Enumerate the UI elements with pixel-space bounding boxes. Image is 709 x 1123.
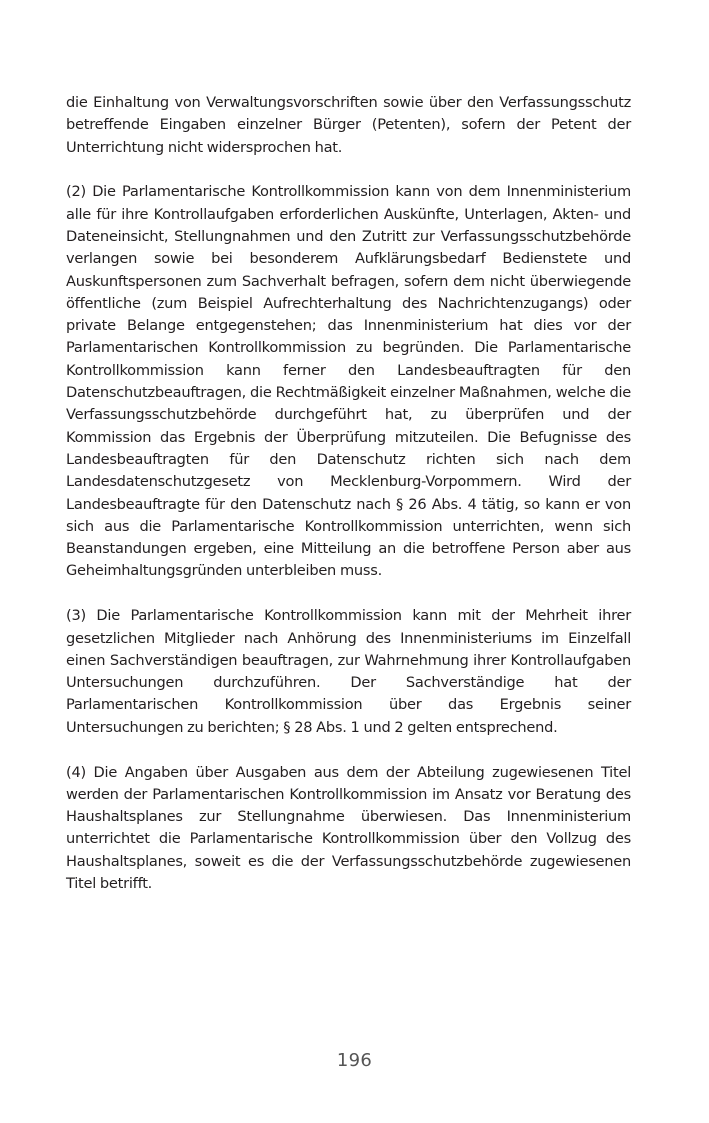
- paragraph-2: (2) Die Parlamentarische Kontrollkommission kann von dem Innenministerium alle für ihre Kontrollaufgaben erforderlichen Auskünfte, Unterlagen, Akten- und Dateneinsicht, Stellungnahmen und den Zutritt zur Verfassungsschutzbehörde verlangen sowie bei besonderem Aufklärungsbedarf Bedienstete und Auskunftspersonen zum Sachverhalt befragen, sofern dem nicht überwiegende öffentliche (zum Beispiel Aufrechterhaltung des Nachrichtenzugangs) oder private Belange entgegenstehen; das Innenministerium hat dies vor der Parlamentarischen Kontrollkommission zu begründen. Die Parlamentarische Kontrollkommission kann ferner den Landesbeauftragten für den Datenschutzbeauftragen, die Rechtmäßigkeit einzelner Maßnahmen, welche die Verfassungsschutzbehörde durchgeführt hat, zu überprüfen und der Kommission das Ergebnis der Überprüfung mitzuteilen. Die Befugnisse des Landesbeauftragten für den Datenschutz richten sich nach dem Landesdatenschutzgesetz von Mecklenburg-Vorpommern. Wird der Landesbeauftragte für den Datenschutz nach § 26 Abs. 4 tätig, so kann er von sich aus die Parlamentarische Kontrollkommission unterrichten, wenn sich Beanstandungen ergeben, eine Mitteilung an die betroffene Person aber aus Geheimhaltungsgründen unterbleiben muss.: [66, 183, 631, 580]
- paragraph-spacer: [66, 159, 631, 182]
- body-text: [66, 92, 631, 895]
- paragraph-3: (3) Die Parlamentarische Kontrollkommission kann mit der Mehrheit ihrer gesetzlichen Mitglieder nach Anhörung des Innenministeriums im Einzelfall einen Sachverständigen beauftragen, zur Wahrnehmung ihrer Kontrollaufgaben Untersuchungen durchzuführen. Der Sachverständige hat der Parlamentarischen Kontrollkommission über das Ergebnis seiner Untersuchungen zu berichten; § 28 Abs. 1 und 2 gelten entsprechend.: [66, 607, 631, 736]
- paragraph-spacer: [66, 739, 631, 762]
- paragraph-continuation: die Einhaltung von Verwaltungsvorschriften sowie über den Verfassungsschutz betreffende Eingaben einzelner Bürger (Petenten), sofern der Petent der Unterrichtung nicht widersprochen hat.: [66, 94, 631, 156]
- page-number: 196: [336, 1050, 373, 1071]
- paragraph-4: (4) Die Angaben über Ausgaben aus dem der Abteilung zugewiesenen Titel werden der Parlamentarischen Kontrollkommission im Ansatz vor Beratung des Haushaltsplanes zur Stellungnahme überwiesen. Das Innenministerium unterrichtet die Parlamentarische Kontrollkommission über den Vollzug des Haushaltsplanes, soweit es die der Verfassungsschutzbehörde zugewiesenen Titel betrifft.: [66, 763, 631, 892]
- paragraph-spacer: [66, 583, 631, 606]
